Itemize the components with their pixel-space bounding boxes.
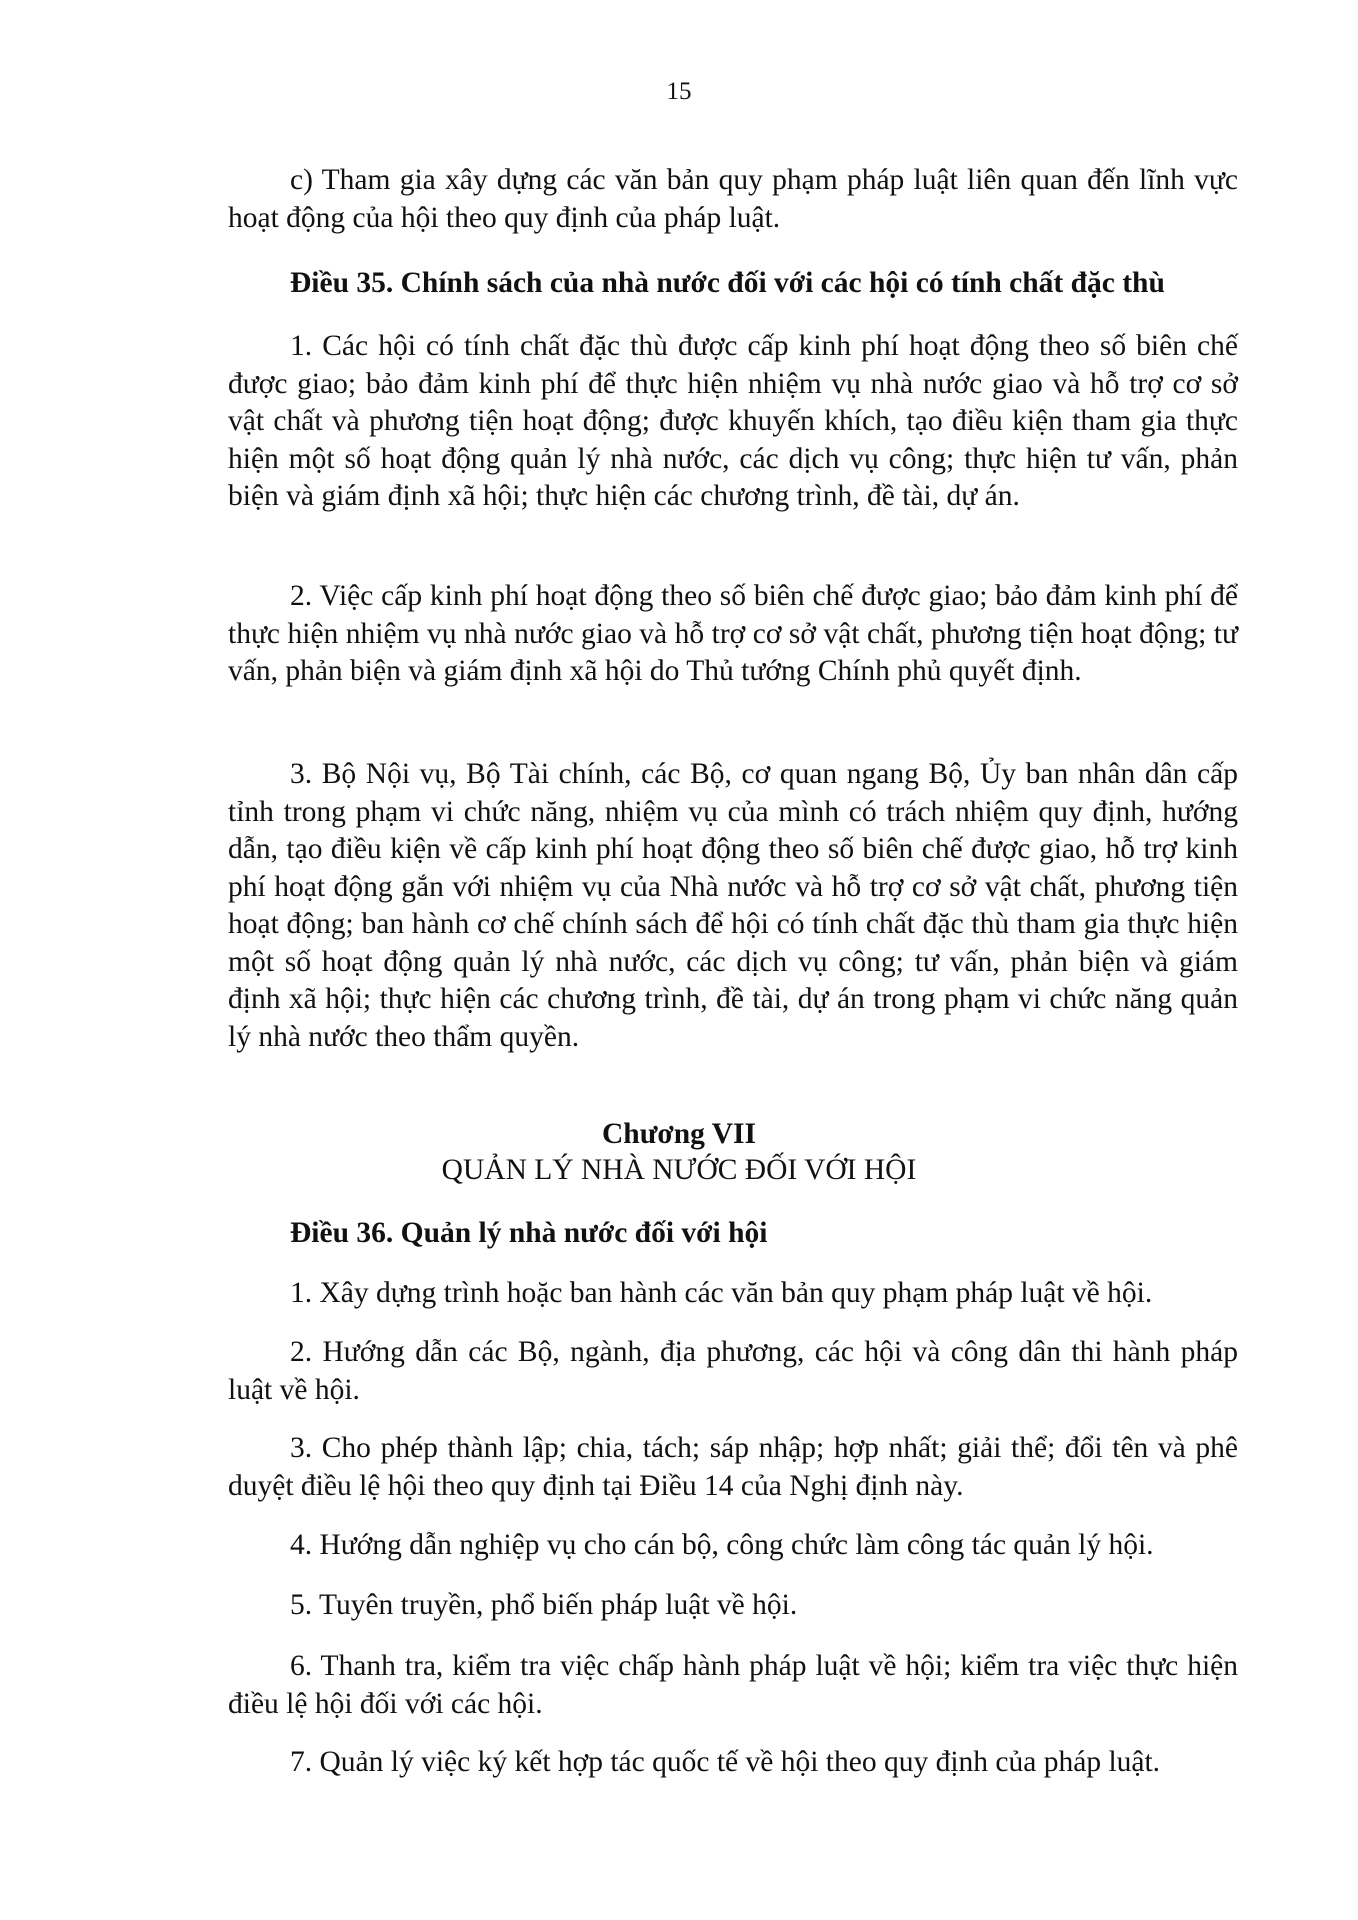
article-heading: Điều 36. Quản lý nhà nước đối với hội: [290, 1217, 768, 1249]
article-35-item-1: [228, 328, 1238, 516]
article-item: 2. Hướng dẫn các Bộ, ngành, địa phương, các hội và công dân thi hành pháp luật về hội.: [228, 1336, 1238, 1406]
article-item: 7. Quản lý việc ký kết hợp tác quốc tế về hội theo quy định của pháp luật.: [290, 1746, 1161, 1778]
article-item: 6. Thanh tra, kiểm tra việc chấp hành pháp luật về hội; kiểm tra việc thực hiện điều lệ hội đối với các hội.: [228, 1650, 1238, 1720]
article-item: 2. Việc cấp kinh phí hoạt động theo số biên chế được giao; bảo đảm kinh phí để thực hiện nhiệm vụ nhà nước giao và hỗ trợ cơ sở vật chất, phương tiện hoạt động; tư vấn, phản biện và giám định xã hội do Thủ tướng Chính phủ quyết định.: [228, 580, 1238, 687]
paragraph-c: [228, 162, 1238, 237]
article-36-item-1: [228, 1275, 1238, 1313]
article-item: 3. Cho phép thành lập; chia, tách; sáp nhập; hợp nhất; giải thể; đổi tên và phê duyệt điều lệ hội theo quy định tại Điều 14 của Nghị định này.: [228, 1432, 1238, 1502]
chapter-number: Chương VII: [601, 1118, 756, 1150]
chapter-title: QUẢN LÝ NHÀ NƯỚC ĐỐI VỚI HỘI: [441, 1154, 917, 1186]
paragraph-text: c) Tham gia xây dựng các văn bản quy phạm pháp luật liên quan đến lĩnh vực hoạt động của hội theo quy định của pháp luật.: [228, 164, 1238, 234]
article-36-heading: [228, 1215, 1238, 1253]
article-item: 5. Tuyên truyền, phổ biến pháp luật về hội.: [290, 1589, 798, 1621]
article-item: 1. Các hội có tính chất đặc thù được cấp kinh phí hoạt động theo số biên chế được giao; bảo đảm kinh phí để thực hiện nhiệm vụ nhà nước giao và hỗ trợ cơ sở vật chất và phương tiện hoạt động; được khuyến khích, tạo điều kiện tham gia thực hiện một số hoạt động quản lý nhà nước, các dịch vụ công; thực hiện tư vấn, phản biện và giám định xã hội; thực hiện các chương trình, đề tài, dự án.: [228, 330, 1238, 512]
article-item: 1. Xây dựng trình hoặc ban hành các văn bản quy phạm pháp luật về hội.: [290, 1277, 1153, 1309]
article-item: 3. Bộ Nội vụ, Bộ Tài chính, các Bộ, cơ quan ngang Bộ, Ủy ban nhân dân cấp tỉnh trong phạm vi chức năng, nhiệm vụ của mình có trách nhiệm quy định, hướng dẫn, tạo điều kiện về cấp kinh phí hoạt động theo số biên chế được giao, hỗ trợ kinh phí hoạt động gắn với nhiệm vụ của Nhà nước và hỗ trợ cơ sở vật chất, phương tiện hoạt động; ban hành cơ chế chính sách để hội có tính chất đặc thù tham gia thực hiện một số hoạt động quản lý nhà nước, các dịch vụ công; tư vấn, phản biện và giám định xã hội; thực hiện các chương trình, đề tài, dự án trong phạm vi chức năng quản lý nhà nước theo thẩm quyền.: [228, 758, 1238, 1053]
article-36-item-5: [228, 1587, 1238, 1625]
article-heading: Điều 35. Chính sách của nhà nước đối với các hội có tính chất đặc thù: [290, 267, 1165, 299]
article-36-item-2: [228, 1334, 1238, 1409]
article-item: 4. Hướng dẫn nghiệp vụ cho cán bộ, công chức làm công tác quản lý hội.: [290, 1529, 1154, 1561]
article-35-heading: [228, 265, 1238, 303]
article-35-item-3: [228, 756, 1238, 1056]
article-36-item-3: [228, 1430, 1238, 1505]
article-36-item-6: [228, 1648, 1238, 1723]
chapter-heading: [0, 1116, 1358, 1188]
article-36-item-7: [228, 1744, 1238, 1782]
article-36-item-4: [228, 1527, 1238, 1565]
article-35-item-2: [228, 578, 1238, 691]
page-number: 15: [666, 78, 692, 105]
